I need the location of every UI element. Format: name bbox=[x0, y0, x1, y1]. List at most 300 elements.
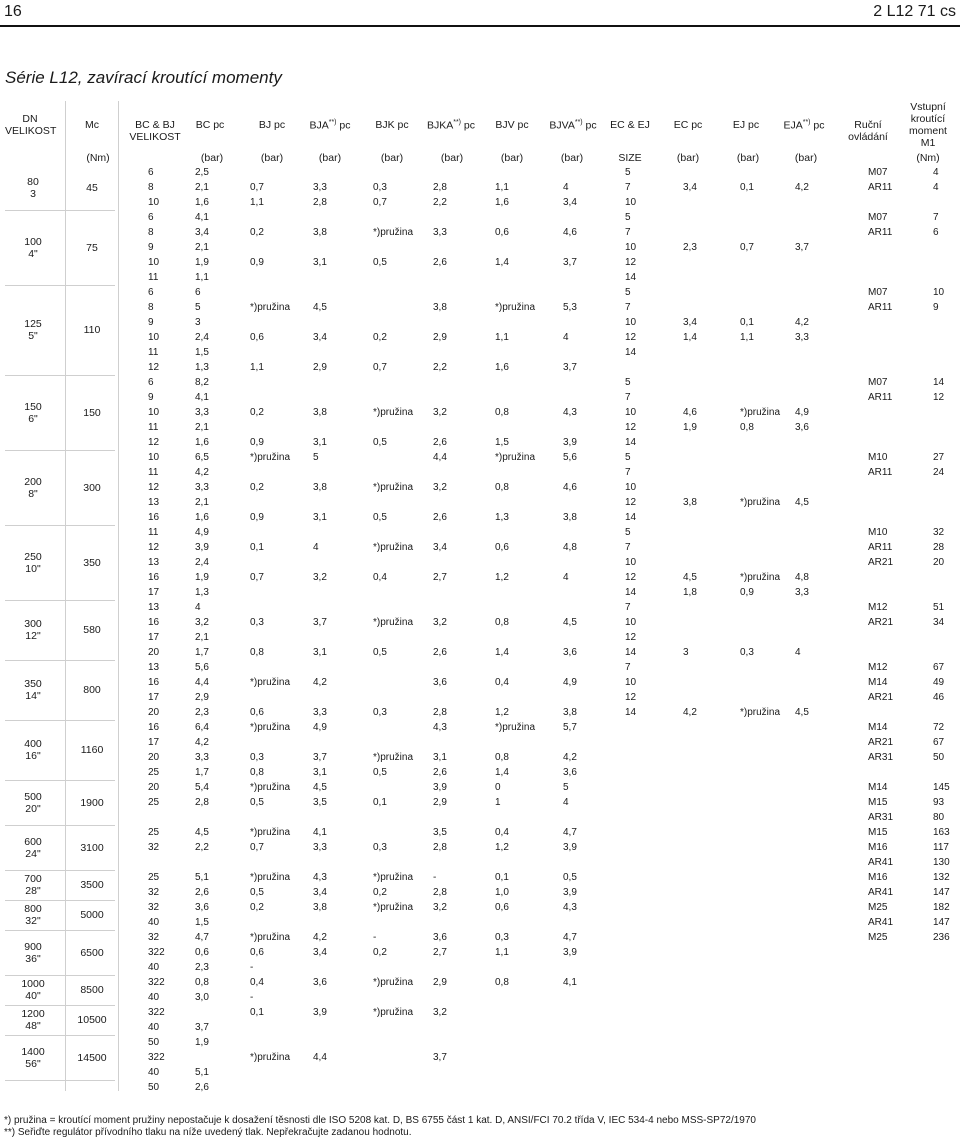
table-row bbox=[0, 375, 960, 390]
cell-bc: 3,3 bbox=[195, 482, 209, 493]
cell-bjk: *)pružina bbox=[373, 617, 414, 628]
cell-manual: AR21 bbox=[868, 737, 894, 748]
cell-bj: *)pružina bbox=[250, 677, 291, 688]
cell-manual: AR41 bbox=[868, 917, 894, 928]
cell-ej: 1,1 bbox=[740, 332, 754, 343]
cell-eja: 4,5 bbox=[795, 707, 809, 718]
col-header-ec: EC pc bbox=[673, 119, 703, 131]
cell-manual: M07 bbox=[868, 287, 888, 298]
cell-bjva: 4,9 bbox=[563, 677, 577, 688]
cell-ecej: 7 bbox=[625, 662, 631, 673]
col-header-bjk: BJK pc bbox=[375, 119, 409, 131]
mc-value-cell: 6500 bbox=[80, 946, 104, 959]
cell-bcbj: 10 bbox=[148, 452, 160, 463]
table-row bbox=[0, 660, 960, 675]
col-header-eja: EJA**) pc bbox=[783, 119, 825, 132]
cell-bcbj: 40 bbox=[148, 917, 160, 928]
cell-bjka: 3,6 bbox=[433, 932, 447, 943]
table-row bbox=[0, 975, 960, 990]
cell-m1: 117 bbox=[933, 842, 949, 853]
unit-eja: (bar) bbox=[794, 152, 818, 164]
cell-bc: 4,9 bbox=[195, 527, 209, 538]
cell-bjka: 2,9 bbox=[433, 977, 447, 988]
cell-bja: 4,5 bbox=[313, 302, 327, 313]
cell-eja: 4 bbox=[795, 647, 801, 658]
cell-bjv: *)pružina bbox=[495, 302, 536, 313]
table-row bbox=[0, 480, 960, 495]
cell-bjv: 0,6 bbox=[495, 227, 509, 238]
cell-bja: 4,2 bbox=[313, 932, 327, 943]
cell-bja: 3,1 bbox=[313, 437, 327, 448]
cell-manual: M25 bbox=[868, 902, 888, 913]
cell-bc: 3,3 bbox=[195, 752, 209, 763]
cell-ecej: 12 bbox=[625, 497, 637, 508]
mc-value-cell: 1160 bbox=[80, 744, 104, 756]
unit-ec: (bar) bbox=[676, 152, 700, 164]
cell-manual: AR11 bbox=[868, 467, 893, 478]
dn-size-cell: 125 5" bbox=[24, 318, 42, 342]
table-row bbox=[0, 735, 960, 750]
cell-manual: AR41 bbox=[868, 887, 894, 898]
cell-bjk: *)pružina bbox=[373, 1007, 414, 1018]
cell-ecej: 12 bbox=[625, 257, 637, 268]
cell-bcbj: 6 bbox=[148, 212, 154, 223]
cell-ecej: 12 bbox=[625, 422, 637, 433]
cell-bj: 0,9 bbox=[250, 437, 264, 448]
dn-size-cell: 400 16" bbox=[24, 738, 42, 762]
cell-bjka: 3,2 bbox=[433, 482, 447, 493]
cell-ec: 2,3 bbox=[683, 242, 697, 253]
table-row bbox=[0, 765, 960, 780]
cell-bjk: *)pružina bbox=[373, 542, 414, 553]
cell-ecej: 5 bbox=[625, 287, 631, 298]
cell-bcbj: 32 bbox=[148, 932, 160, 943]
cell-bjva: 4 bbox=[563, 572, 569, 583]
cell-bcbj: 17 bbox=[148, 692, 160, 703]
col-header-ej: EJ pc bbox=[732, 119, 760, 131]
cell-bjva: 4,6 bbox=[563, 482, 577, 493]
cell-bcbj: 17 bbox=[148, 737, 160, 748]
cell-bja: 5 bbox=[313, 452, 319, 463]
table-row bbox=[0, 405, 960, 420]
table-row bbox=[0, 855, 960, 870]
cell-bc: 5,1 bbox=[195, 872, 209, 883]
cell-bja: 2,8 bbox=[313, 197, 327, 208]
cell-m1: 4 bbox=[933, 167, 939, 178]
cell-bjk: 0,3 bbox=[373, 707, 387, 718]
cell-bc: 2,5 bbox=[195, 167, 209, 178]
cell-ecej: 12 bbox=[625, 332, 637, 343]
cell-bjv: 1,5 bbox=[495, 437, 509, 448]
cell-bc: 1,3 bbox=[195, 362, 209, 373]
cell-bc: 0,6 bbox=[195, 947, 209, 958]
cell-bc: 1,1 bbox=[195, 272, 209, 283]
cell-bj: *)pružina bbox=[250, 932, 291, 943]
cell-bc: 8,2 bbox=[195, 377, 209, 388]
mc-value-cell: 800 bbox=[83, 684, 101, 696]
col-header-mc: Mc bbox=[85, 119, 99, 131]
cell-bj: 0,5 bbox=[250, 887, 264, 898]
cell-m1: 72 bbox=[933, 722, 945, 733]
cell-bjv: 0,8 bbox=[495, 617, 509, 628]
cell-bjka: 3,2 bbox=[433, 902, 447, 913]
mc-value-cell: 5000 bbox=[80, 909, 104, 921]
table-row bbox=[0, 180, 960, 195]
cell-bjva: 4,2 bbox=[563, 752, 577, 763]
table-row bbox=[0, 345, 960, 360]
cell-m1: 93 bbox=[933, 797, 945, 808]
cell-bjv: *)pružina bbox=[495, 722, 536, 733]
cell-ec: 1,8 bbox=[683, 587, 697, 598]
col-header-bcbj: BC & BJ VELIKOST bbox=[129, 119, 181, 143]
cell-bjka: 3,3 bbox=[433, 227, 447, 238]
cell-bjka: 3,2 bbox=[433, 1007, 447, 1018]
cell-bjva: 3,9 bbox=[563, 842, 577, 853]
dn-size-cell: 1400 56" bbox=[21, 1045, 45, 1070]
cell-bjva: 4,8 bbox=[563, 542, 577, 553]
table-row bbox=[0, 285, 960, 300]
col-header-bja: BJA**) pc bbox=[309, 119, 351, 132]
page-header bbox=[0, 0, 960, 24]
cell-ej: *)pružina bbox=[740, 707, 781, 718]
cell-ecej: 14 bbox=[625, 647, 637, 658]
cell-bcbj: 10 bbox=[148, 332, 160, 343]
cell-bja: 3,5 bbox=[313, 797, 327, 808]
units-row bbox=[0, 151, 960, 165]
cell-bc: 1,5 bbox=[195, 347, 209, 358]
table-row bbox=[0, 570, 960, 585]
cell-eja: 3,7 bbox=[795, 242, 809, 253]
cell-manual: AR11 bbox=[868, 182, 893, 193]
cell-bjk: *)pružina bbox=[373, 752, 414, 763]
table-row bbox=[0, 510, 960, 525]
cell-bc: 2,8 bbox=[195, 797, 209, 808]
cell-bc: 1,9 bbox=[195, 257, 209, 268]
table-row bbox=[0, 870, 960, 885]
cell-m1: 28 bbox=[933, 542, 945, 553]
cell-ecej: 7 bbox=[625, 602, 631, 613]
cell-bjka: 2,8 bbox=[433, 707, 447, 718]
cell-bjva: 3,4 bbox=[563, 197, 577, 208]
table-row bbox=[0, 330, 960, 345]
cell-bjka: 3,7 bbox=[433, 1052, 447, 1063]
cell-bcbj: 16 bbox=[148, 512, 160, 523]
table-row bbox=[0, 300, 960, 315]
cell-bjk: 0,5 bbox=[373, 437, 387, 448]
cell-manual: AR41 bbox=[868, 857, 894, 868]
cell-bjva: 4,7 bbox=[563, 932, 577, 943]
cell-bc: 3 bbox=[195, 317, 201, 328]
cell-ecej: 7 bbox=[625, 467, 631, 478]
cell-bj: 0,1 bbox=[250, 542, 264, 553]
cell-bjv: 0,8 bbox=[495, 977, 509, 988]
cell-bja: 3,4 bbox=[313, 887, 327, 898]
cell-bcbj: 16 bbox=[148, 722, 160, 733]
cell-bcbj: 32 bbox=[148, 902, 160, 913]
cell-bjka: 2,6 bbox=[433, 512, 447, 523]
cell-manual: M15 bbox=[868, 827, 888, 838]
cell-manual: AR21 bbox=[868, 557, 894, 568]
table-row bbox=[0, 615, 960, 630]
cell-bcbj: 11 bbox=[148, 347, 159, 358]
cell-bj: 0,2 bbox=[250, 902, 264, 913]
cell-bjka: 3,1 bbox=[433, 752, 447, 763]
cell-bcbj: 25 bbox=[148, 827, 160, 838]
col-header-manual: Ruční ovládání bbox=[848, 119, 888, 143]
cell-bja: 4,1 bbox=[313, 827, 327, 838]
cell-ecej: 14 bbox=[625, 587, 637, 598]
cell-bj: 0,1 bbox=[250, 1007, 264, 1018]
cell-bja: 3,9 bbox=[313, 1007, 327, 1018]
cell-bjk: *)pružina bbox=[373, 407, 414, 418]
cell-bjka: 4,4 bbox=[433, 452, 447, 463]
cell-manual: M14 bbox=[868, 722, 888, 733]
cell-bj: 0,2 bbox=[250, 407, 264, 418]
cell-bjka: 2,8 bbox=[433, 842, 447, 853]
unit-ej: (bar) bbox=[736, 152, 760, 164]
cell-bjka: 2,2 bbox=[433, 197, 447, 208]
unit-m1: (Nm) bbox=[916, 152, 940, 164]
cell-m1: 67 bbox=[933, 662, 945, 673]
cell-bjva: 4,5 bbox=[563, 617, 577, 628]
cell-eja: 4,2 bbox=[795, 182, 809, 193]
cell-ecej: 14 bbox=[625, 347, 637, 358]
cell-bjv: 0,3 bbox=[495, 932, 509, 943]
cell-bcbj: 10 bbox=[148, 407, 160, 418]
cell-ecej: 7 bbox=[625, 182, 631, 193]
cell-ec: 1,9 bbox=[683, 422, 697, 433]
cell-ecej: 5 bbox=[625, 377, 631, 388]
table-row bbox=[0, 900, 960, 915]
cell-bj: 0,2 bbox=[250, 482, 264, 493]
cell-bcbj: 16 bbox=[148, 677, 160, 688]
cell-bcbj: 6 bbox=[148, 287, 154, 298]
cell-bjka: 3,4 bbox=[433, 542, 447, 553]
cell-bjv: 1,2 bbox=[495, 842, 509, 853]
cell-bj: *)pružina bbox=[250, 452, 291, 463]
table-row bbox=[0, 630, 960, 645]
cell-m1: 6 bbox=[933, 227, 939, 238]
cell-bjv: 1,3 bbox=[495, 512, 509, 523]
cell-bcbj: 9 bbox=[148, 317, 154, 328]
cell-bc: 2,1 bbox=[195, 497, 209, 508]
cell-manual: AR11 bbox=[868, 392, 893, 403]
cell-bja: 4 bbox=[313, 542, 319, 553]
cell-manual: AR11 bbox=[868, 542, 893, 553]
cell-bc: 2,3 bbox=[195, 962, 209, 973]
cell-bjva: 4,6 bbox=[563, 227, 577, 238]
table-row bbox=[0, 435, 960, 450]
cell-bcbj: 32 bbox=[148, 887, 160, 898]
unit-bj: (bar) bbox=[260, 152, 284, 164]
cell-bjv: 0,1 bbox=[495, 872, 509, 883]
cell-m1: 24 bbox=[933, 467, 945, 478]
cell-m1: 147 bbox=[933, 887, 950, 898]
unit-ecej: SIZE bbox=[618, 152, 642, 164]
table-row bbox=[0, 525, 960, 540]
table-row bbox=[0, 225, 960, 240]
table-row bbox=[0, 750, 960, 765]
cell-bc: 1,9 bbox=[195, 572, 209, 583]
table-row bbox=[0, 645, 960, 660]
cell-bjka: 2,9 bbox=[433, 797, 447, 808]
cell-bcbj: 9 bbox=[148, 392, 154, 403]
cell-ecej: 10 bbox=[625, 407, 637, 418]
cell-bc: 4,4 bbox=[195, 677, 209, 688]
cell-bjva: 3,9 bbox=[563, 947, 577, 958]
cell-bjv: 1,6 bbox=[495, 362, 509, 373]
table-row bbox=[0, 465, 960, 480]
cell-bjv: 1,4 bbox=[495, 767, 509, 778]
table-row bbox=[0, 915, 960, 930]
cell-manual: M14 bbox=[868, 782, 888, 793]
cell-ec: 3,4 bbox=[683, 317, 697, 328]
cell-bc: 2,6 bbox=[195, 1082, 209, 1093]
dn-size-cell: 1200 48" bbox=[21, 1008, 45, 1032]
cell-bj: 0,6 bbox=[250, 332, 264, 343]
mc-value-cell: 45 bbox=[86, 181, 98, 194]
cell-m1: 12 bbox=[933, 392, 945, 403]
cell-bc: 4,1 bbox=[195, 212, 209, 223]
cell-manual: M10 bbox=[868, 452, 888, 463]
dn-size-cell: 800 32" bbox=[24, 903, 42, 927]
cell-bjka: 3,9 bbox=[433, 782, 447, 793]
col-header-bjva: BJVA**) pc bbox=[549, 119, 597, 132]
cell-bc: 3,2 bbox=[195, 617, 209, 628]
cell-bc: 3,9 bbox=[195, 542, 209, 553]
cell-bjv: 1,1 bbox=[495, 947, 509, 958]
cell-bc: 2,1 bbox=[195, 182, 209, 193]
cell-bjk: *)pružina bbox=[373, 872, 414, 883]
table-row bbox=[0, 810, 960, 825]
cell-eja: 4,8 bbox=[795, 572, 809, 583]
mc-value-cell: 350 bbox=[83, 556, 101, 569]
cell-bjva: 5,3 bbox=[563, 302, 577, 313]
cell-manual: M12 bbox=[868, 662, 888, 673]
table-row bbox=[0, 795, 960, 810]
cell-bcbj: 13 bbox=[148, 497, 160, 508]
cell-ecej: 12 bbox=[625, 692, 637, 703]
cell-bja: 3,8 bbox=[313, 407, 327, 418]
cell-bcbj: 12 bbox=[148, 542, 160, 553]
cell-m1: 130 bbox=[933, 857, 950, 868]
cell-m1: 182 bbox=[933, 902, 950, 913]
cell-bc: 1,5 bbox=[195, 917, 209, 928]
cell-bc: 0,8 bbox=[195, 977, 209, 988]
cell-m1: 46 bbox=[933, 692, 945, 703]
footnote-spring: *) pružina = kroutící moment pružiny nepostačuje k dosažení těsnosti dle ISO 5208 kat. D, BS 6755 část 1 kat. D, ANSI/FCI 70.2 třída V, IEC 534-4 nebo MSS-SP72/1970 bbox=[4, 1115, 756, 1126]
cell-bc: 5,1 bbox=[195, 1067, 209, 1078]
cell-bjk: *)pružina bbox=[373, 227, 414, 238]
cell-bjka: 2,6 bbox=[433, 257, 447, 268]
cell-bjka: 2,2 bbox=[433, 362, 447, 373]
cell-ec: 4,5 bbox=[683, 572, 697, 583]
page-title: Série L12, zavírací kroutící momenty bbox=[5, 68, 282, 87]
col-header-dn: DN VELIKOST bbox=[5, 113, 57, 137]
dn-size-cell: 250 10" bbox=[24, 550, 42, 575]
cell-bja: 3,3 bbox=[313, 707, 327, 718]
cell-bc: 2,6 bbox=[195, 887, 209, 898]
cell-bj: 0,3 bbox=[250, 752, 264, 763]
cell-bjva: 3,7 bbox=[563, 257, 577, 268]
table-row bbox=[0, 555, 960, 570]
cell-bjv: 1,2 bbox=[495, 572, 509, 583]
cell-m1: 132 bbox=[933, 872, 950, 883]
table-row bbox=[0, 240, 960, 255]
mc-value-cell: 3500 bbox=[80, 879, 104, 891]
cell-bjk: 0,2 bbox=[373, 947, 387, 958]
cell-manual: AR11 bbox=[868, 227, 893, 238]
cell-bc: 1,7 bbox=[195, 767, 209, 778]
cell-bjk: 0,7 bbox=[373, 197, 387, 208]
cell-bjva: 3,8 bbox=[563, 707, 577, 718]
cell-bjva: 5 bbox=[563, 782, 569, 793]
cell-bcbj: 25 bbox=[148, 872, 160, 883]
cell-bjka: 3,2 bbox=[433, 617, 447, 628]
cell-manual: AR21 bbox=[868, 692, 894, 703]
cell-bja: 3,2 bbox=[313, 572, 327, 583]
cell-bc: 3,6 bbox=[195, 902, 209, 913]
cell-bjka: 2,8 bbox=[433, 887, 447, 898]
cell-manual: AR31 bbox=[868, 752, 894, 763]
cell-bc: 1,6 bbox=[195, 512, 209, 523]
cell-bc: 2,4 bbox=[195, 557, 209, 568]
cell-bj: 1,1 bbox=[250, 362, 264, 373]
cell-bcbj: 322 bbox=[148, 1007, 165, 1018]
cell-bc: 5,4 bbox=[195, 782, 209, 793]
cell-bcbj: 25 bbox=[148, 767, 160, 778]
cell-manual: AR31 bbox=[868, 812, 894, 823]
cell-bjv: 0 bbox=[495, 782, 501, 793]
cell-manual: M12 bbox=[868, 602, 888, 613]
cell-ej: *)pružina bbox=[740, 497, 781, 508]
cell-bc: 5,6 bbox=[195, 662, 209, 673]
cell-bjv: 1,1 bbox=[495, 332, 509, 343]
cell-ej: 0,3 bbox=[740, 647, 754, 658]
table-row bbox=[0, 705, 960, 720]
cell-m1: 145 bbox=[933, 782, 950, 793]
mc-value-cell: 300 bbox=[83, 481, 101, 494]
cell-bcbj: 11 bbox=[148, 272, 159, 283]
mc-value-cell: 110 bbox=[83, 324, 101, 336]
cell-bcbj: 32 bbox=[148, 842, 160, 853]
cell-bc: 2,1 bbox=[195, 632, 209, 643]
header-rule bbox=[0, 25, 960, 27]
cell-ecej: 12 bbox=[625, 632, 637, 643]
cell-m1: 27 bbox=[933, 452, 945, 463]
cell-bjv: 0,4 bbox=[495, 827, 509, 838]
cell-bcbj: 11 bbox=[148, 467, 159, 478]
table-row bbox=[0, 360, 960, 375]
cell-bc: 2,9 bbox=[195, 692, 209, 703]
cell-bja: 4,3 bbox=[313, 872, 327, 883]
cell-ecej: 5 bbox=[625, 527, 631, 538]
cell-bjka: 3,5 bbox=[433, 827, 447, 838]
cell-bjk: *)pružina bbox=[373, 482, 414, 493]
cell-manual: M10 bbox=[868, 527, 888, 538]
cell-bc: 3,7 bbox=[195, 1022, 209, 1033]
table-row bbox=[0, 1050, 960, 1065]
cell-manual: M15 bbox=[868, 797, 888, 808]
cell-bcbj: 322 bbox=[148, 947, 165, 958]
cell-bcbj: 20 bbox=[148, 752, 160, 763]
cell-bc: 2,2 bbox=[195, 842, 209, 853]
cell-bc: 4,2 bbox=[195, 737, 209, 748]
cell-bjva: 5,7 bbox=[563, 722, 577, 733]
cell-bj: 0,2 bbox=[250, 227, 264, 238]
dn-size-cell: 300 12" bbox=[24, 618, 42, 642]
cell-bjv: 1,2 bbox=[495, 707, 509, 718]
